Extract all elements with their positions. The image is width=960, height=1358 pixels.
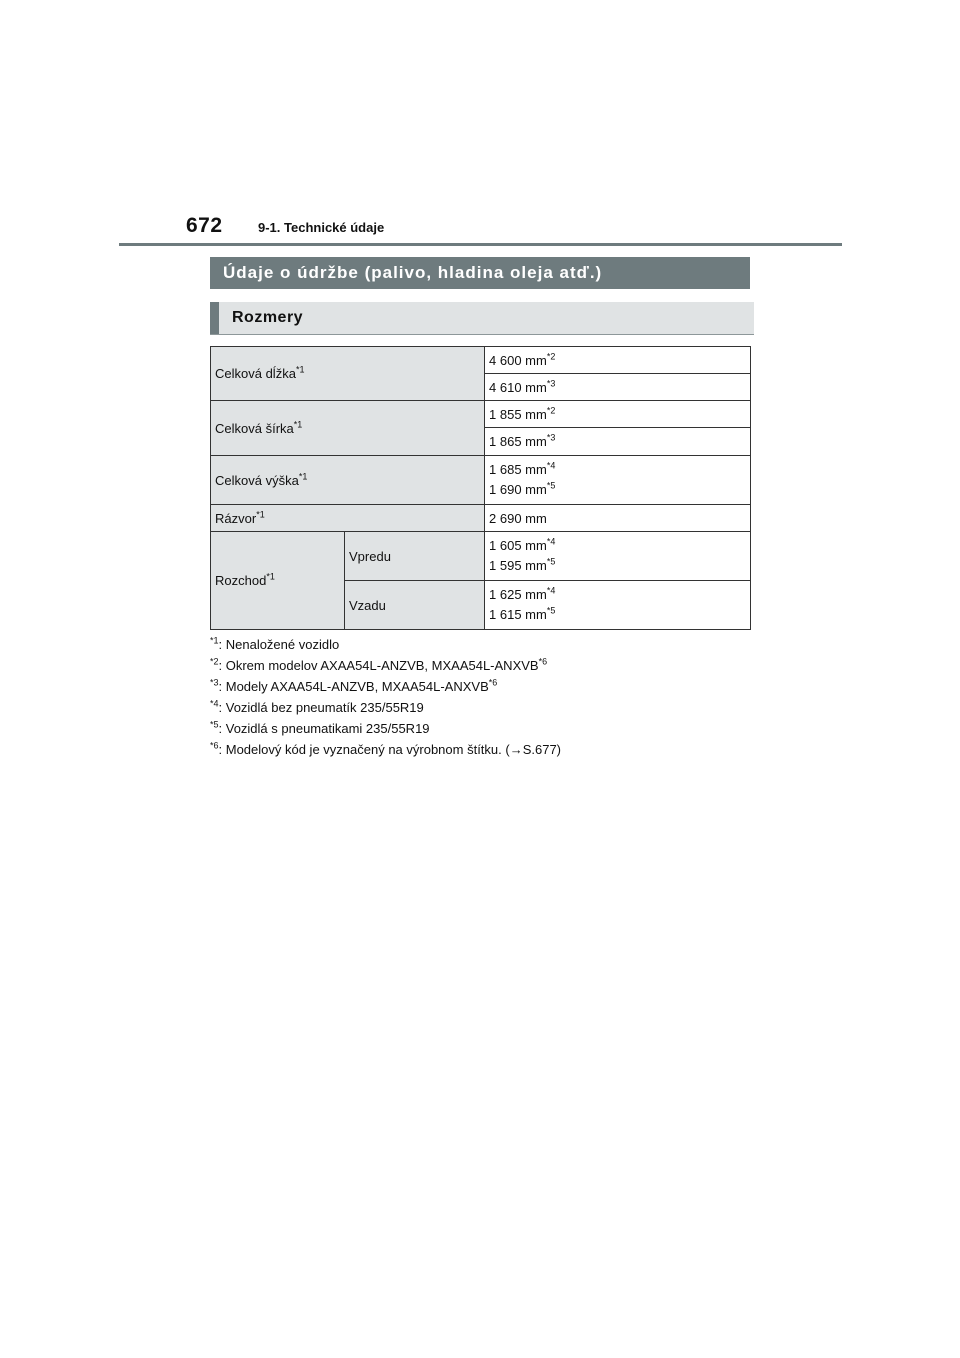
header-divider [119, 243, 842, 246]
width-label: Celková šírka$^{*1}$ [211, 401, 485, 456]
table-row [211, 347, 751, 374]
footnote-6: $^{*6}$: Modelový kód je vyznačený na výrobnom štítku. (→S.677) [210, 740, 562, 757]
section-title: 9-1. Technické údaje [258, 220, 385, 235]
table-row [211, 532, 751, 581]
subsection-title: Rozmery [232, 309, 304, 326]
track-label: Rozchod$^{*1}$ [211, 532, 345, 630]
wheelbase-label: Rázvor$^{*1}$ [211, 505, 485, 532]
width-value-1: 1 855 $mm^{*2}$ [485, 401, 751, 428]
footnote-4: $^{*4}$: Vozidlá bez pneumatík 235/55R19 [210, 698, 424, 715]
width-value-2: 1 865 $mm^{*3}$ [485, 428, 751, 456]
heading-accent-bar [210, 302, 219, 334]
main-heading-banner: Údaje o údržbe (palivo, hladina oleja atď.) [210, 257, 750, 289]
track-rear-label: Vzadu [345, 581, 485, 630]
length-value-2: 4 610 $mm^{*3}$ [485, 374, 751, 401]
dimensions-table [210, 346, 751, 630]
subsection-heading [210, 302, 754, 335]
wheelbase-value: 2 690 mm [485, 505, 751, 532]
track-front-values: 1 605 $mm^{*4}$ 1 595 $mm^{*5}$ [485, 532, 751, 581]
table-row [211, 401, 751, 428]
page-number: 672 [186, 214, 223, 237]
table-row [211, 456, 751, 505]
length-label: Celková dĺžka$^{*1}$ [211, 347, 485, 401]
table-row [211, 505, 751, 532]
footnote-5: $^{*5}$: Vozidlá s pneumatikami 235/55R19 [210, 719, 430, 736]
length-value-1: 4 600 $mm^{*2}$ [485, 347, 751, 374]
footnote-2: $^{*2}$: Okrem modelov AXAA54L-ANZVB, MXAA54L-ANXVB$^{*6}$ [210, 656, 548, 673]
height-label: Celková výška$^{*1}$ [211, 456, 485, 505]
footnotes [210, 634, 561, 760]
track-front-label: Vpredu [345, 532, 485, 581]
footnote-3: $^{*3}$: Modely AXAA54L-ANZVB, MXAA54L-ANXVB$^{*6}$ [210, 677, 498, 694]
height-values: 1 685 $mm^{*4}$ 1 690 $mm^{*5}$ [485, 456, 751, 505]
footnote-1: $^{*1}$: Nenaložené vozidlo [210, 635, 340, 652]
track-rear-values: 1 625 $mm^{*4}$ 1 615 $mm^{*5}$ [485, 581, 751, 630]
